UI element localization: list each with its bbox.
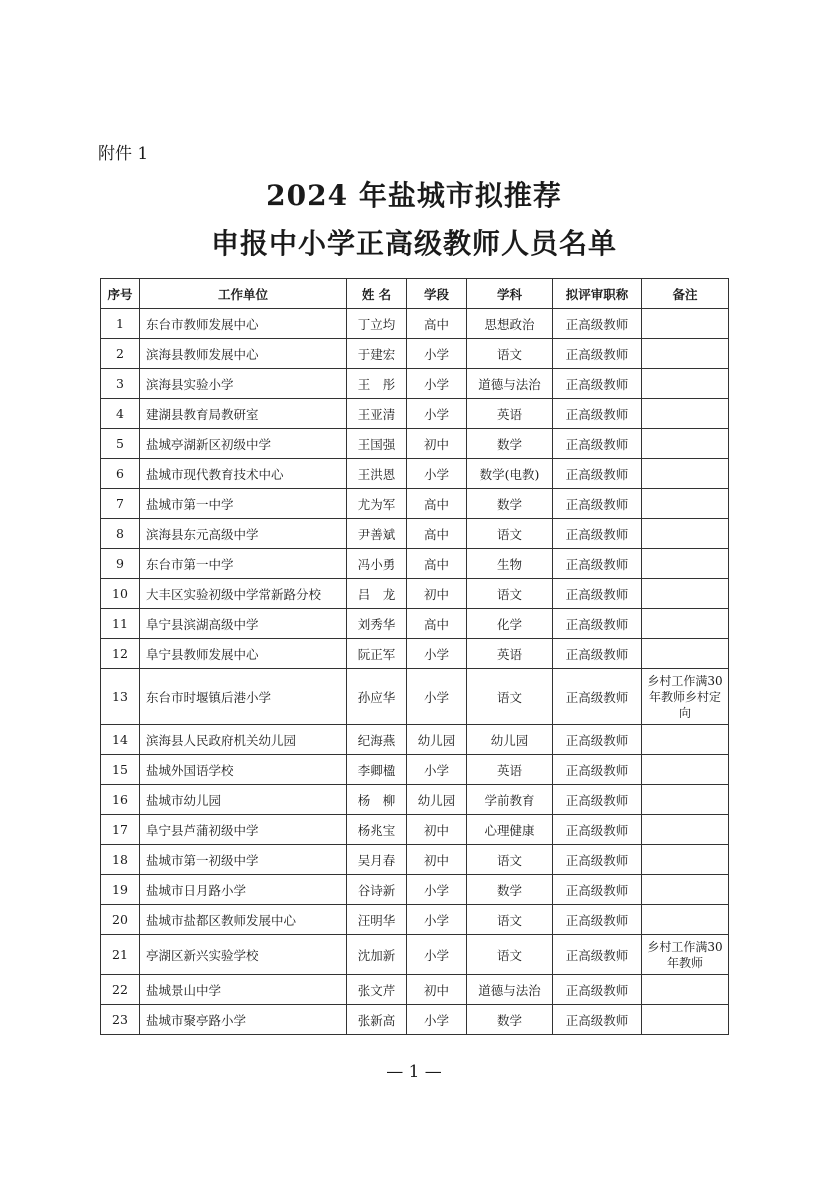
cell-title: 正高级教师 xyxy=(553,975,642,1005)
document-title-line2: 申报中小学正高级教师人员名单 xyxy=(210,227,617,260)
cell-subject: 幼儿园 xyxy=(467,725,553,755)
table-row xyxy=(101,459,729,489)
cell-name: 尹善斌 xyxy=(347,519,407,549)
table-row xyxy=(101,399,729,429)
table-row xyxy=(101,755,729,785)
cell-note xyxy=(642,1005,729,1035)
cell-name: 杨兆宝 xyxy=(347,815,407,845)
page-number: — 1 — xyxy=(386,1062,442,1082)
cell-subject: 语文 xyxy=(467,669,553,725)
table-row xyxy=(101,369,729,399)
cell-title: 正高级教师 xyxy=(553,785,642,815)
cell-stage: 初中 xyxy=(407,815,467,845)
table-row xyxy=(101,1005,729,1035)
cell-no: 8 xyxy=(101,519,140,549)
cell-title: 正高级教师 xyxy=(553,725,642,755)
cell-subject: 数学 xyxy=(467,429,553,459)
cell-stage: 初中 xyxy=(407,579,467,609)
cell-name: 于建宏 xyxy=(347,339,407,369)
cell-no: 19 xyxy=(101,875,140,905)
cell-subject: 语文 xyxy=(467,579,553,609)
table-row xyxy=(101,519,729,549)
cell-note xyxy=(642,459,729,489)
cell-title: 正高级教师 xyxy=(553,905,642,935)
cell-note xyxy=(642,639,729,669)
cell-note xyxy=(642,975,729,1005)
cell-stage: 小学 xyxy=(407,669,467,725)
header-unit: 工作单位 xyxy=(140,279,347,309)
cell-stage: 初中 xyxy=(407,429,467,459)
header-note: 备注 xyxy=(642,279,729,309)
cell-title: 正高级教师 xyxy=(553,609,642,639)
cell-no: 12 xyxy=(101,639,140,669)
cell-note: 乡村工作满30年教师 xyxy=(642,935,729,975)
cell-title: 正高级教师 xyxy=(553,459,642,489)
cell-stage: 初中 xyxy=(407,975,467,1005)
cell-unit: 盐城市幼儿园 xyxy=(140,785,347,815)
header-no: 序号 xyxy=(101,279,140,309)
cell-name: 刘秀华 xyxy=(347,609,407,639)
cell-unit: 盐城景山中学 xyxy=(140,975,347,1005)
cell-no: 18 xyxy=(101,845,140,875)
cell-no: 9 xyxy=(101,549,140,579)
cell-note xyxy=(642,429,729,459)
cell-name: 孙应华 xyxy=(347,669,407,725)
cell-note xyxy=(642,519,729,549)
cell-name: 张新高 xyxy=(347,1005,407,1035)
cell-stage: 高中 xyxy=(407,519,467,549)
table-row xyxy=(101,549,729,579)
cell-title: 正高级教师 xyxy=(553,815,642,845)
cell-subject: 语文 xyxy=(467,935,553,975)
cell-note xyxy=(642,489,729,519)
table-row xyxy=(101,975,729,1005)
document-title-line1: 2024 年盐城市拟推荐 xyxy=(266,179,562,212)
table-row xyxy=(101,935,729,975)
cell-note xyxy=(642,875,729,905)
header-stage: 学段 xyxy=(407,279,467,309)
cell-no: 1 xyxy=(101,309,140,339)
cell-no: 5 xyxy=(101,429,140,459)
cell-stage: 小学 xyxy=(407,755,467,785)
cell-stage: 初中 xyxy=(407,845,467,875)
cell-note xyxy=(642,815,729,845)
table-body xyxy=(101,309,729,1035)
cell-stage: 高中 xyxy=(407,609,467,639)
cell-subject: 思想政治 xyxy=(467,309,553,339)
cell-name: 谷诗新 xyxy=(347,875,407,905)
header-subject: 学科 xyxy=(467,279,553,309)
cell-subject: 英语 xyxy=(467,399,553,429)
cell-title: 正高级教师 xyxy=(553,1005,642,1035)
cell-note xyxy=(642,755,729,785)
cell-title: 正高级教师 xyxy=(553,579,642,609)
cell-note xyxy=(642,399,729,429)
table-row xyxy=(101,429,729,459)
cell-subject: 语文 xyxy=(467,845,553,875)
cell-no: 10 xyxy=(101,579,140,609)
table-row xyxy=(101,669,729,725)
cell-note: 乡村工作满30年教师乡村定向 xyxy=(642,669,729,725)
cell-name: 丁立均 xyxy=(347,309,407,339)
cell-no: 21 xyxy=(101,935,140,975)
cell-title: 正高级教师 xyxy=(553,369,642,399)
cell-title: 正高级教师 xyxy=(553,845,642,875)
cell-stage: 幼儿园 xyxy=(407,725,467,755)
cell-note xyxy=(642,369,729,399)
cell-name: 王亚清 xyxy=(347,399,407,429)
cell-no: 17 xyxy=(101,815,140,845)
cell-title: 正高级教师 xyxy=(553,875,642,905)
candidate-table xyxy=(100,278,729,1035)
cell-name: 杨 柳 xyxy=(347,785,407,815)
table-row xyxy=(101,815,729,845)
cell-name: 王 彤 xyxy=(347,369,407,399)
cell-unit: 盐城市聚亭路小学 xyxy=(140,1005,347,1035)
cell-name: 李卿楹 xyxy=(347,755,407,785)
cell-unit: 盐城市第一初级中学 xyxy=(140,845,347,875)
cell-unit: 盐城市日月路小学 xyxy=(140,875,347,905)
table-row xyxy=(101,905,729,935)
table-row xyxy=(101,309,729,339)
cell-no: 14 xyxy=(101,725,140,755)
cell-title: 正高级教师 xyxy=(553,639,642,669)
cell-no: 3 xyxy=(101,369,140,399)
cell-title: 正高级教师 xyxy=(553,669,642,725)
cell-no: 2 xyxy=(101,339,140,369)
table-row xyxy=(101,579,729,609)
cell-stage: 幼儿园 xyxy=(407,785,467,815)
cell-unit: 滨海县教师发展中心 xyxy=(140,339,347,369)
cell-stage: 小学 xyxy=(407,639,467,669)
cell-no: 4 xyxy=(101,399,140,429)
cell-name: 王国强 xyxy=(347,429,407,459)
cell-no: 16 xyxy=(101,785,140,815)
cell-no: 20 xyxy=(101,905,140,935)
table-row xyxy=(101,785,729,815)
cell-name: 汪明华 xyxy=(347,905,407,935)
cell-no: 22 xyxy=(101,975,140,1005)
cell-unit: 大丰区实验初级中学常新路分校 xyxy=(140,579,347,609)
cell-title: 正高级教师 xyxy=(553,489,642,519)
cell-subject: 语文 xyxy=(467,519,553,549)
cell-unit: 盐城亭湖新区初级中学 xyxy=(140,429,347,459)
cell-subject: 心理健康 xyxy=(467,815,553,845)
table-header-row xyxy=(101,279,729,309)
cell-stage: 小学 xyxy=(407,1005,467,1035)
cell-no: 13 xyxy=(101,669,140,725)
cell-stage: 小学 xyxy=(407,369,467,399)
cell-subject: 学前教育 xyxy=(467,785,553,815)
cell-unit: 建湖县教育局教研室 xyxy=(140,399,347,429)
cell-no: 7 xyxy=(101,489,140,519)
cell-title: 正高级教师 xyxy=(553,549,642,579)
cell-note xyxy=(642,725,729,755)
cell-subject: 语文 xyxy=(467,905,553,935)
cell-stage: 小学 xyxy=(407,905,467,935)
cell-stage: 小学 xyxy=(407,935,467,975)
cell-title: 正高级教师 xyxy=(553,339,642,369)
cell-title: 正高级教师 xyxy=(553,429,642,459)
cell-note xyxy=(642,339,729,369)
cell-no: 23 xyxy=(101,1005,140,1035)
cell-no: 6 xyxy=(101,459,140,489)
header-title: 拟评审职称 xyxy=(553,279,642,309)
cell-title: 正高级教师 xyxy=(553,755,642,785)
cell-no: 15 xyxy=(101,755,140,785)
cell-unit: 阜宁县滨湖高级中学 xyxy=(140,609,347,639)
cell-subject: 生物 xyxy=(467,549,553,579)
cell-unit: 盐城市盐都区教师发展中心 xyxy=(140,905,347,935)
cell-name: 冯小勇 xyxy=(347,549,407,579)
cell-note xyxy=(642,549,729,579)
cell-unit: 盐城市第一中学 xyxy=(140,489,347,519)
cell-name: 张文芹 xyxy=(347,975,407,1005)
cell-unit: 滨海县实验小学 xyxy=(140,369,347,399)
cell-subject: 道德与法治 xyxy=(467,369,553,399)
cell-unit: 阜宁县芦蒲初级中学 xyxy=(140,815,347,845)
cell-name: 尤为军 xyxy=(347,489,407,519)
cell-name: 纪海燕 xyxy=(347,725,407,755)
cell-note xyxy=(642,785,729,815)
cell-title: 正高级教师 xyxy=(553,935,642,975)
cell-unit: 东台市第一中学 xyxy=(140,549,347,579)
cell-unit: 亭湖区新兴实验学校 xyxy=(140,935,347,975)
table-row xyxy=(101,725,729,755)
cell-subject: 语文 xyxy=(467,339,553,369)
cell-note xyxy=(642,609,729,639)
cell-unit: 盐城市现代教育技术中心 xyxy=(140,459,347,489)
header-name: 姓 名 xyxy=(347,279,407,309)
cell-name: 沈加新 xyxy=(347,935,407,975)
cell-stage: 高中 xyxy=(407,549,467,579)
cell-name: 阮正军 xyxy=(347,639,407,669)
cell-stage: 高中 xyxy=(407,489,467,519)
cell-title: 正高级教师 xyxy=(553,309,642,339)
cell-subject: 数学 xyxy=(467,489,553,519)
cell-subject: 英语 xyxy=(467,755,553,785)
cell-subject: 道德与法治 xyxy=(467,975,553,1005)
cell-stage: 小学 xyxy=(407,399,467,429)
cell-name: 吴月春 xyxy=(347,845,407,875)
cell-subject: 数学 xyxy=(467,875,553,905)
cell-unit: 滨海县东元高级中学 xyxy=(140,519,347,549)
table-row xyxy=(101,339,729,369)
cell-unit: 东台市教师发展中心 xyxy=(140,309,347,339)
cell-title: 正高级教师 xyxy=(553,519,642,549)
cell-note xyxy=(642,905,729,935)
cell-note xyxy=(642,309,729,339)
table-row xyxy=(101,845,729,875)
cell-stage: 小学 xyxy=(407,875,467,905)
cell-unit: 阜宁县教师发展中心 xyxy=(140,639,347,669)
cell-subject: 数学 xyxy=(467,1005,553,1035)
cell-subject: 英语 xyxy=(467,639,553,669)
table-row xyxy=(101,489,729,519)
cell-unit: 东台市时堰镇后港小学 xyxy=(140,669,347,725)
attachment-label: 附件 1 xyxy=(98,144,149,164)
cell-unit: 滨海县人民政府机关幼儿园 xyxy=(140,725,347,755)
cell-unit: 盐城外国语学校 xyxy=(140,755,347,785)
table-row xyxy=(101,609,729,639)
cell-no: 11 xyxy=(101,609,140,639)
cell-stage: 小学 xyxy=(407,459,467,489)
cell-subject: 数学(电教) xyxy=(467,459,553,489)
cell-name: 王洪恩 xyxy=(347,459,407,489)
cell-stage: 小学 xyxy=(407,339,467,369)
cell-note xyxy=(642,579,729,609)
table-row xyxy=(101,639,729,669)
table-row xyxy=(101,875,729,905)
cell-subject: 化学 xyxy=(467,609,553,639)
cell-title: 正高级教师 xyxy=(553,399,642,429)
cell-stage: 高中 xyxy=(407,309,467,339)
cell-name: 吕 龙 xyxy=(347,579,407,609)
cell-note xyxy=(642,845,729,875)
